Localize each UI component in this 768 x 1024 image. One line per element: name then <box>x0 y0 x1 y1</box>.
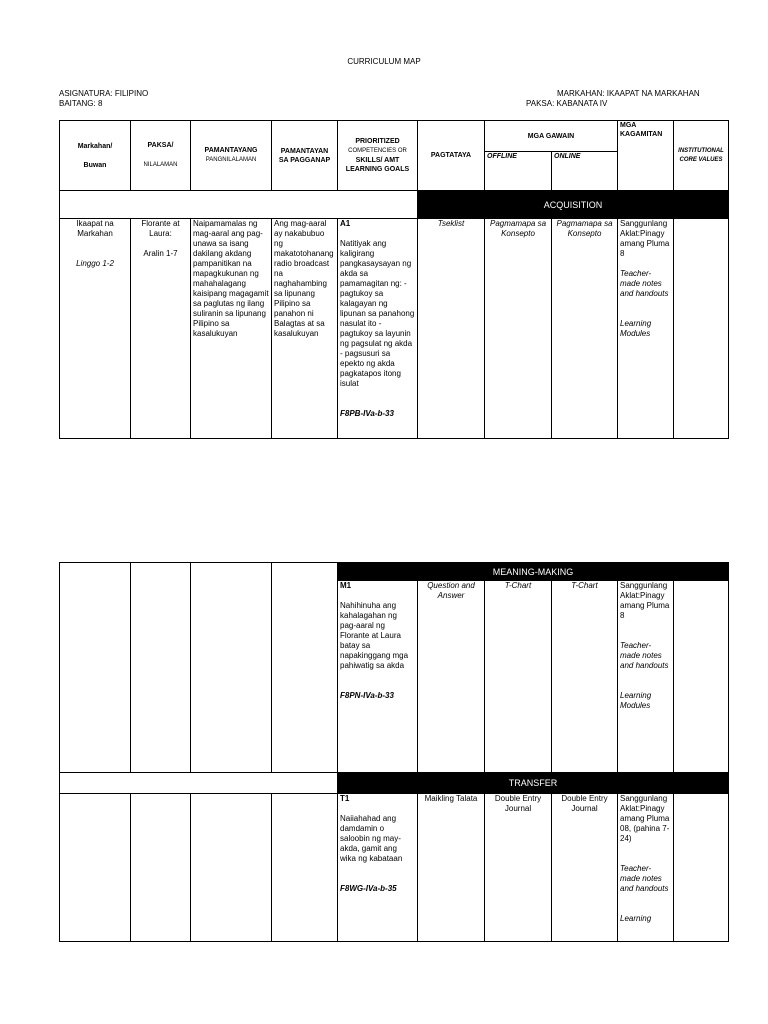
cell-kagamitan: Sanggunlang Aklat:Pinagy amang Pluma 08, (pahina 7-24) Teacher-made notes and handouts Learning <box>618 794 674 942</box>
band-meaning-making: MEANING-MAKING <box>338 563 729 581</box>
empty-cell <box>60 563 131 773</box>
band-acquisition: ACQUISITION <box>418 191 729 219</box>
cell-kagamitan: Sanggunlang Aklat:Pinagy amang Pluma 8 Teacher-made notes and handouts Learning Modules <box>618 581 674 773</box>
col-header-kagamitan: MGA KAGAMITAN <box>618 121 674 191</box>
col-header-prioritized: PRIORITIZED COMPETENCIES OR SKILLS/ AMT LEARNING GOALS <box>338 121 418 191</box>
cell-offline: Pagmamapa sa Konsepto <box>485 219 552 439</box>
curriculum-table-meaning-transfer <box>59 562 729 942</box>
empty-cell <box>191 563 272 773</box>
cell-kagamitan: Sanggunlang Aklat:Pinagy amang Pluma 8 Teacher-made notes and handouts Learning Modules <box>618 219 674 439</box>
col-header-paksa: PAKSA/ NILALAMAN <box>131 121 191 191</box>
cell-online: T-Chart <box>552 581 618 773</box>
cell-pamantayang: Naipamamalas ng mag-aaral ang pag-unawa sa isang dakilang akdang pampanitikan na mapagkukunan ng mahahalagang kaisipang magagamit sa paglutas ng ilang suliranin sa lipunang Pilipino sa kasalukuyan <box>191 219 272 439</box>
col-header-pamantayang: PAMANTAYANG PANGNILALAMAN <box>191 121 272 191</box>
cell-paksa: Florante at Laura: Aralin 1-7 <box>131 219 191 439</box>
cell-core-values <box>674 794 729 942</box>
cell-pagtataya: Maikling Talata <box>418 794 485 942</box>
cell-competency: M1 Nahihinuha ang kahalagahan ng pag-aaral ng Florante at Laura batay sa napakinggang mga pahiwatig sa akda F8PN-IVa-b-33 <box>338 581 418 773</box>
cell-offline: T-Chart <box>485 581 552 773</box>
cell-offline: Double Entry Journal <box>485 794 552 942</box>
cell-competency: T1 Naiiahahad ang damdamin o saloobin ng may-akda, gamit ang wika ng kabataan F8WG-IVa-b-35 <box>338 794 418 942</box>
col-header-markahan: Markahan/ Buwan <box>60 121 131 191</box>
cell-markahan: Ikaapat na Markahan Linggo 1-2 <box>60 219 131 439</box>
cell-core-values <box>674 219 729 439</box>
empty-cell <box>131 563 191 773</box>
col-header-pamantayan: PAMANTAYAN SA PAGGANAP <box>272 121 338 191</box>
col-header-mga-gawain: MGA GAWAIN <box>485 121 618 152</box>
col-header-pagtataya: PAGTATAYA <box>418 121 485 191</box>
page-title: CURRICULUM MAP <box>347 57 421 66</box>
band-transfer: TRANSFER <box>338 773 729 794</box>
asignatura-label: ASIGNATURA: FILIPINO <box>59 89 149 98</box>
cell-online: Pagmamapa sa Konsepto <box>552 219 618 439</box>
cell-competency: A1 Natitiyak ang kaligirang pangkasaysayan ng akda sa pamamagitan ng: - pagtukoy sa kalagayan ng lipunan sa panahong nasulat ito - pagtukoy sa layunin ng pagsulat ng akda - pagsusuri sa epekto ng akda pagkatapos itong isulat F8PB-IVa-b-33 <box>338 219 418 439</box>
baitang-label: BAITANG: 8 <box>59 99 103 108</box>
empty-cell <box>272 794 338 942</box>
cell-pagtataya: Question and Answer <box>418 581 485 773</box>
curriculum-table-acquisition <box>59 120 729 439</box>
cell-pamantayan: Ang mag-aaral ay nakabubuo ng makatotohanang radio broadcast na naghahambing sa lipunang Pilipino sa panahon ni Balagtas at sa kasalukuyan <box>272 219 338 439</box>
cell-online: Double Entry Journal <box>552 794 618 942</box>
cell-core-values <box>674 581 729 773</box>
col-header-core-values: INSTITUTIONAL CORE VALUES <box>674 121 729 191</box>
empty-cell <box>191 794 272 942</box>
col-header-offline: OFFLINE <box>485 152 552 191</box>
col-header-online: ONLINE <box>552 152 618 191</box>
cell-pagtataya: Tseklist <box>418 219 485 439</box>
markahan-label: MARKAHAN: IKAAPAT NA MARKAHAN <box>557 89 700 98</box>
empty-cell <box>272 563 338 773</box>
empty-cell <box>60 794 131 942</box>
empty-cell <box>131 794 191 942</box>
paksa-label: PAKSA: KABANATA IV <box>526 99 608 108</box>
